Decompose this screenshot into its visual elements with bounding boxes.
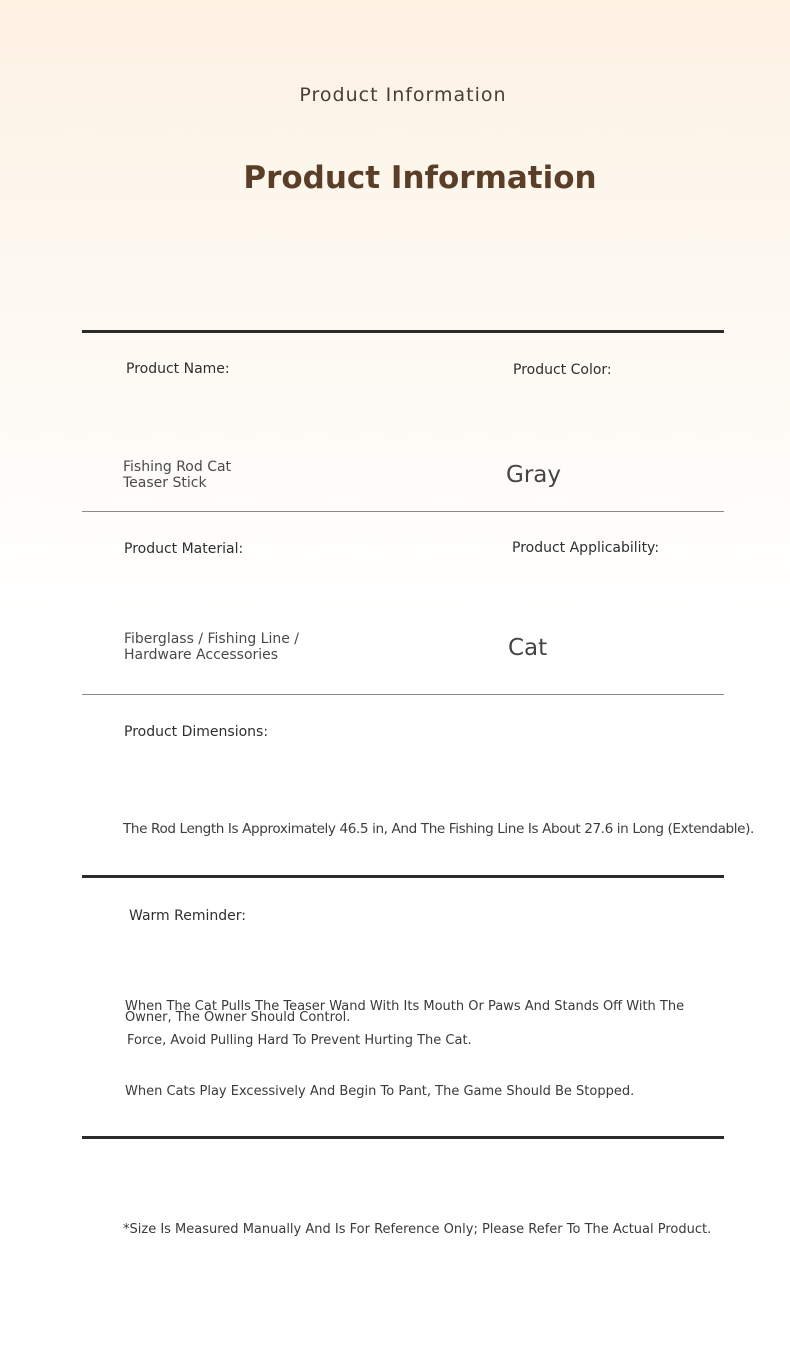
row-divider [82, 694, 724, 695]
product-dimensions-label: Product Dimensions: [124, 724, 269, 740]
product-name-label: Product Name: [126, 361, 230, 377]
product-color-label: Product Color: [513, 362, 612, 378]
product-applicability-label: Product Applicability: [512, 540, 660, 556]
product-material-value: Fiberglass / Fishing Line / Hardware Accessories [124, 631, 300, 663]
product-dimensions-value: The Rod Length Is Approximately 46.5 in, And The Fishing Line Is About 27.6 in Long (Extendable). [123, 821, 754, 837]
reminder-line-2: Force, Avoid Pulling Hard To Prevent Hurting The Cat. [127, 1033, 472, 1048]
product-applicability-value: Cat [508, 635, 548, 661]
product-material-label: Product Material: [124, 541, 244, 557]
row-divider [82, 511, 724, 512]
page-subtitle: Product Information [299, 84, 507, 106]
section-divider-bottom [82, 1136, 724, 1139]
section-divider-reminder [82, 875, 724, 878]
product-color-value: Gray [506, 462, 561, 488]
section-divider-top [82, 330, 724, 333]
size-footnote: *Size Is Measured Manually And Is For Reference Only; Please Refer To The Actual Product. [123, 1222, 712, 1237]
warm-reminder-label: Warm Reminder: [129, 908, 246, 924]
product-name-value: Fishing Rod Cat Teaser Stick [123, 459, 232, 491]
reminder-line-3: When Cats Play Excessively And Begin To Pant, The Game Should Be Stopped. [125, 1084, 635, 1099]
page-title: Product Information [243, 160, 597, 196]
reminder-line-1: When The Cat Pulls The Teaser Wand With Its Mouth Or Paws And Stands Off With The Owner, The Owner Should Control. [125, 999, 685, 1025]
